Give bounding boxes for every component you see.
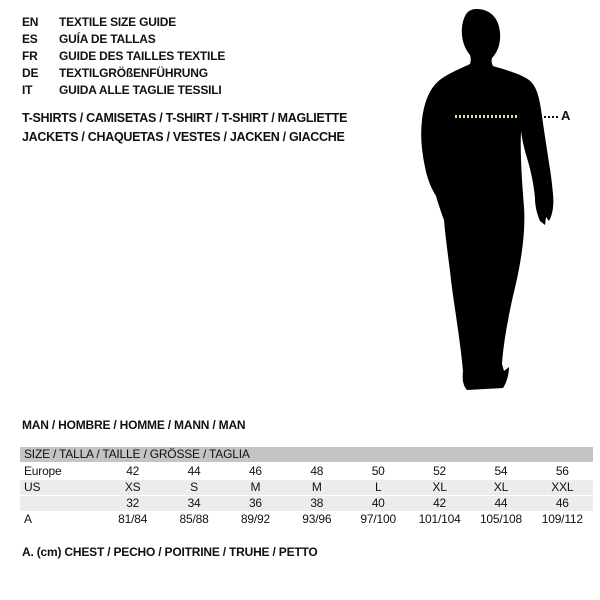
- size-table: [20, 447, 593, 527]
- language-label: GUÍA DE TALLAS: [59, 32, 156, 46]
- table-cell: 46: [248, 464, 262, 478]
- table-cell: 34: [187, 496, 201, 510]
- table-cell: 38: [310, 496, 324, 510]
- table-row-us: [20, 479, 593, 495]
- table-cell: XL: [493, 480, 509, 494]
- section-title-man: MAN / HOMBRE / HOMME / MANN / MAN: [22, 418, 246, 432]
- row-label: A: [24, 512, 32, 526]
- table-cell: 36: [248, 496, 262, 510]
- table-cell: 81/84: [118, 512, 148, 526]
- table-row-us-numeric: [20, 495, 593, 511]
- table-cell: XS: [124, 480, 141, 494]
- table-cell: 89/92: [240, 512, 270, 526]
- category-tshirts: T-SHIRTS / CAMISETAS / T-SHIRT / T-SHIRT / MAGLIETTE: [22, 111, 348, 125]
- table-cell: M: [250, 480, 261, 494]
- table-cell: 48: [310, 464, 324, 478]
- table-cell: 54: [494, 464, 508, 478]
- table-cell: 97/100: [360, 512, 396, 526]
- row-label: US: [24, 480, 41, 494]
- chest-dash-line-leader: [544, 116, 559, 118]
- table-cell: 56: [555, 464, 569, 478]
- table-cell: M: [311, 480, 322, 494]
- table-cell: XL: [432, 480, 447, 494]
- language-label: TEXTILE SIZE GUIDE: [59, 15, 177, 29]
- chest-dash-line-on-body: [455, 115, 517, 118]
- table-cell: 52: [433, 464, 447, 478]
- table-cell: 42: [433, 496, 447, 510]
- table-cell: 105/108: [479, 512, 522, 526]
- language-code: ES: [22, 32, 38, 46]
- table-cell: 44: [494, 496, 508, 510]
- language-code: EN: [22, 15, 39, 29]
- language-label: GUIDE DES TAILLES TEXTILE: [59, 49, 226, 63]
- table-cell: 40: [371, 496, 385, 510]
- language-code: FR: [22, 49, 38, 63]
- language-code: IT: [22, 83, 33, 97]
- category-jackets: JACKETS / CHAQUETAS / VESTES / JACKEN / GIACCHE: [22, 130, 345, 144]
- table-cell: XXL: [551, 480, 574, 494]
- table-cell: 50: [371, 464, 385, 478]
- table-cell: 32: [126, 496, 140, 510]
- table-cell: 85/88: [179, 512, 209, 526]
- table-cell: 93/96: [302, 512, 332, 526]
- measurement-footnote: A. (cm) CHEST / PECHO / POITRINE / TRUHE / PETTO: [22, 545, 318, 559]
- table-cell: S: [190, 480, 198, 494]
- language-label: TEXTILGRÖßENFÜHRUNG: [59, 66, 208, 80]
- table-cell: L: [374, 480, 382, 494]
- measure-label-a: A: [561, 108, 571, 123]
- table-row-europe: [20, 463, 593, 479]
- man-silhouette-path: [421, 9, 553, 390]
- row-label: Europe: [24, 464, 62, 478]
- language-code: DE: [22, 66, 39, 80]
- language-label: GUIDA ALLE TAGLIE TESSILI: [59, 83, 222, 97]
- table-cell: 109/112: [541, 512, 583, 526]
- table-cell: 44: [187, 464, 201, 478]
- table-row-chest: [20, 511, 593, 527]
- table-cell: 42: [126, 464, 140, 478]
- table-cell: 46: [555, 496, 569, 510]
- size-table-header: SIZE / TALLA / TAILLE / GRÖSSE / TAGLIA: [20, 447, 593, 462]
- table-cell: 101/104: [418, 512, 461, 526]
